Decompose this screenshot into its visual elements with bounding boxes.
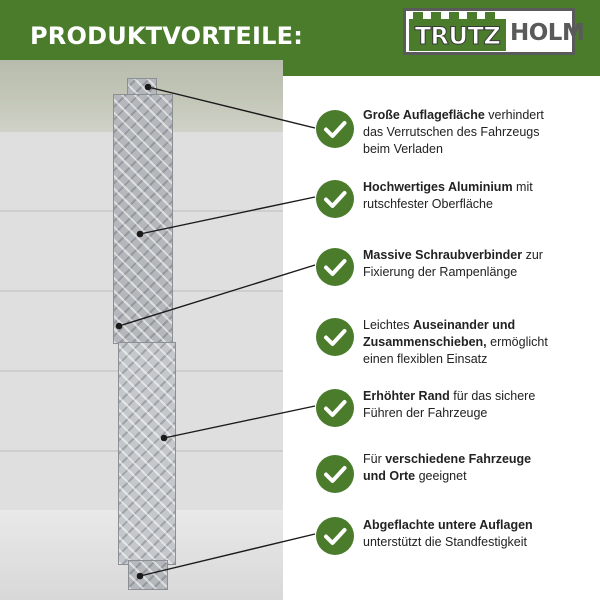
feature-text-bold: Hochwertiges Aluminium	[363, 180, 513, 194]
callout-dot	[161, 435, 166, 440]
feature-text-bold: Auseinander und Zusammenschieben,	[363, 318, 516, 349]
feature-text	[363, 247, 553, 281]
callout-line	[140, 197, 315, 234]
feature-text-rest: zur Fixierung der Rampenlänge	[363, 248, 543, 279]
callout-line	[119, 265, 315, 326]
check-icon	[316, 389, 354, 427]
feature-text-rest: verhindert das Verrutschen des Fahrzeugs beim Verladen	[363, 108, 544, 156]
feature-text	[363, 388, 553, 422]
check-icon	[316, 248, 354, 286]
check-icon	[316, 517, 354, 555]
callout-dot	[137, 573, 142, 578]
feature-text-bold: Erhöhter Rand	[363, 389, 450, 403]
callout-line	[140, 534, 315, 576]
feature-text-bold: verschiedene Fahrzeuge und Orte	[363, 452, 532, 483]
feature-text-bold: Massive Schraubverbinder	[363, 248, 523, 262]
feature-text	[363, 179, 553, 213]
feature-text	[363, 317, 553, 368]
callout-line	[164, 406, 315, 438]
check-icon	[316, 180, 354, 218]
feature-text-rest: für das sichere Führen der Fahrzeuge	[363, 389, 536, 420]
feature-text	[363, 107, 553, 158]
feature-text-pre: Für	[363, 452, 382, 466]
callout-dot	[137, 231, 142, 236]
check-icon	[316, 318, 354, 356]
logo-text-trutz: TRUTZ	[414, 22, 501, 50]
callout-dot	[145, 84, 150, 89]
feature-text-bold: Abgeflachte untere Auflagen	[363, 518, 533, 532]
callout-dot	[116, 323, 121, 328]
feature-text-bold: Große Auflagefläche	[363, 108, 485, 122]
check-icon	[316, 110, 354, 148]
check-icon	[316, 455, 354, 493]
feature-text	[363, 451, 553, 485]
feature-text-pre: Leichtes	[363, 318, 410, 332]
page-title: PRODUKTVORTEILE:	[30, 22, 303, 50]
feature-text-rest: geeignet	[418, 469, 467, 483]
feature-text	[363, 517, 553, 551]
feature-text-rest: mit rutschfester Oberfläche	[363, 180, 533, 211]
logo-text-holm: HOLM	[510, 20, 585, 46]
feature-text-rest: unterstützt die Standfestigkeit	[363, 535, 527, 549]
feature-text-rest: ermöglicht einen flexiblen Einsatz	[363, 335, 548, 366]
callout-line	[148, 87, 315, 128]
